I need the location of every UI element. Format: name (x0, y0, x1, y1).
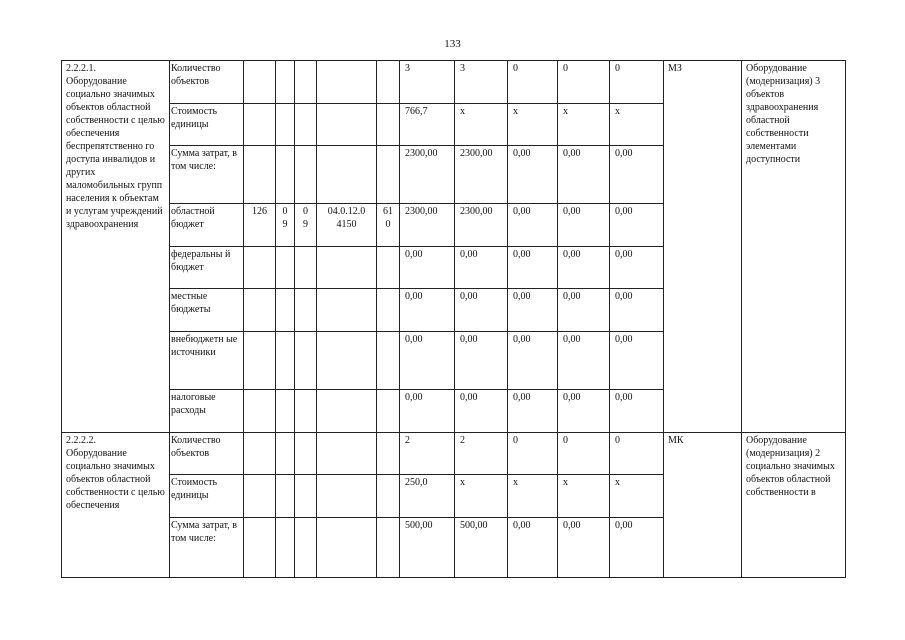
kbk-cell (244, 332, 276, 390)
value-cell: 0,00 (508, 146, 558, 204)
value-cell: 2300,00 (455, 146, 508, 204)
value-cell: 0 (508, 433, 558, 475)
kbk-cell (295, 475, 317, 518)
kbk-cell (317, 61, 377, 104)
value-cell: 0,00 (558, 518, 610, 578)
kbk-cell (295, 518, 317, 578)
value-cell: 0,00 (400, 289, 455, 332)
kbk-cell (317, 332, 377, 390)
kbk-cell (244, 104, 276, 146)
indicator-cell: федеральны й бюджет (170, 247, 244, 289)
executor-cell: МЗ (664, 61, 742, 433)
result-cell: Оборудование (модернизация) 2 социально значимых объектов областной собственности в (742, 433, 846, 578)
kbk-cell (317, 289, 377, 332)
value-cell: 0,00 (558, 247, 610, 289)
value-cell: 0,00 (610, 332, 664, 390)
value-cell: х (508, 104, 558, 146)
kbk-cell (377, 104, 400, 146)
value-cell: 0,00 (610, 390, 664, 433)
indicator-cell: местные бюджеты (170, 289, 244, 332)
indicator-cell: Количество объектов (170, 433, 244, 475)
kbk-cell (317, 390, 377, 433)
executor-cell: МК (664, 433, 742, 578)
value-cell: 0,00 (508, 289, 558, 332)
program-activities-table (61, 60, 846, 578)
kbk-cell (377, 475, 400, 518)
indicator-cell: внебюджетн ые источники (170, 332, 244, 390)
kbk-cell (377, 146, 400, 204)
kbk-cell (244, 433, 276, 475)
kbk-cell (276, 104, 295, 146)
value-cell: х (558, 475, 610, 518)
value-cell: 0,00 (610, 247, 664, 289)
kbk-cell (295, 390, 317, 433)
kbk-cell (377, 433, 400, 475)
value-cell: 2 (400, 433, 455, 475)
kbk-cell: 0 9 (276, 204, 295, 247)
value-cell: 0,00 (508, 247, 558, 289)
value-cell: 0,00 (455, 247, 508, 289)
kbk-cell (244, 289, 276, 332)
value-cell: 0,00 (610, 146, 664, 204)
indicator-cell: Сумма затрат, в том числе: (170, 146, 244, 204)
kbk-cell: 04.0.12.0 4150 (317, 204, 377, 247)
kbk-cell (377, 247, 400, 289)
kbk-cell (317, 146, 377, 204)
kbk-cell (377, 518, 400, 578)
indicator-cell: Стоимость единицы (170, 475, 244, 518)
table-row (62, 433, 846, 475)
page-number: 133 (444, 38, 461, 50)
kbk-cell (276, 433, 295, 475)
kbk-cell (244, 146, 276, 204)
value-cell: 0,00 (455, 289, 508, 332)
value-cell: 2 (455, 433, 508, 475)
value-cell: 0,00 (558, 289, 610, 332)
value-cell: 500,00 (400, 518, 455, 578)
value-cell: 0 (508, 61, 558, 104)
kbk-cell (276, 247, 295, 289)
value-cell: 0,00 (610, 518, 664, 578)
activity-label: 2.2.2.1. Оборудование социально значимых объектов областной собственности с целью обеспечения беспрепятственно го доступа инвалидов и других маломобильных групп населения к объектам и услугам учреждений здравоохранения (62, 61, 170, 433)
kbk-cell (244, 247, 276, 289)
value-cell: 0 (558, 433, 610, 475)
kbk-cell: 0 9 (295, 204, 317, 247)
kbk-cell (317, 518, 377, 578)
kbk-cell (377, 332, 400, 390)
kbk-cell (377, 289, 400, 332)
value-cell: 0,00 (610, 289, 664, 332)
kbk-cell (295, 104, 317, 146)
value-cell: 250,0 (400, 475, 455, 518)
kbk-cell (276, 390, 295, 433)
activity-label: 2.2.2.2. Оборудование социально значимых объектов областной собственности с целью обеспечения (62, 433, 170, 578)
kbk-cell (276, 289, 295, 332)
kbk-cell (276, 518, 295, 578)
value-cell: х (610, 104, 664, 146)
kbk-cell (244, 61, 276, 104)
value-cell: 0,00 (508, 518, 558, 578)
value-cell: 0,00 (558, 146, 610, 204)
value-cell: 0,00 (508, 204, 558, 247)
kbk-cell (295, 61, 317, 104)
value-cell: 0,00 (558, 332, 610, 390)
kbk-cell (295, 332, 317, 390)
value-cell: 0,00 (508, 390, 558, 433)
value-cell: 0,00 (400, 390, 455, 433)
value-cell: 2300,00 (455, 204, 508, 247)
value-cell: 500,00 (455, 518, 508, 578)
value-cell: 766,7 (400, 104, 455, 146)
kbk-cell (295, 433, 317, 475)
indicator-cell: Стоимость единицы (170, 104, 244, 146)
kbk-cell (276, 475, 295, 518)
kbk-cell (276, 332, 295, 390)
kbk-cell (276, 146, 295, 204)
kbk-cell (244, 475, 276, 518)
kbk-cell (295, 146, 317, 204)
value-cell: 0,00 (400, 332, 455, 390)
kbk-cell (244, 518, 276, 578)
value-cell: 0 (558, 61, 610, 104)
value-cell: 0,00 (508, 332, 558, 390)
value-cell: 0 (610, 61, 664, 104)
kbk-cell (377, 390, 400, 433)
kbk-cell (317, 104, 377, 146)
table-row (62, 61, 846, 104)
kbk-cell (377, 61, 400, 104)
value-cell: 0,00 (558, 204, 610, 247)
value-cell: 0,00 (400, 247, 455, 289)
kbk-cell: 61 0 (377, 204, 400, 247)
kbk-cell (276, 61, 295, 104)
value-cell: х (455, 104, 508, 146)
value-cell: х (508, 475, 558, 518)
kbk-cell (317, 433, 377, 475)
value-cell: х (558, 104, 610, 146)
indicator-cell: Сумма затрат, в том числе: (170, 518, 244, 578)
value-cell: х (610, 475, 664, 518)
kbk-cell (295, 289, 317, 332)
kbk-cell: 126 (244, 204, 276, 247)
value-cell: 2300,00 (400, 146, 455, 204)
indicator-cell: областной бюджет (170, 204, 244, 247)
indicator-cell: налоговые расходы (170, 390, 244, 433)
result-cell: Оборудование (модернизация) 3 объектов здравоохранения областной собственности элементами доступности (742, 61, 846, 433)
value-cell: 0,00 (558, 390, 610, 433)
value-cell: 2300,00 (400, 204, 455, 247)
kbk-cell (317, 475, 377, 518)
kbk-cell (295, 247, 317, 289)
kbk-cell (244, 390, 276, 433)
value-cell: 3 (400, 61, 455, 104)
value-cell: 0,00 (455, 390, 508, 433)
indicator-cell: Количество объектов (170, 61, 244, 104)
kbk-cell (317, 247, 377, 289)
value-cell: 0 (610, 433, 664, 475)
value-cell: 3 (455, 61, 508, 104)
value-cell: 0,00 (455, 332, 508, 390)
value-cell: 0,00 (610, 204, 664, 247)
value-cell: х (455, 475, 508, 518)
